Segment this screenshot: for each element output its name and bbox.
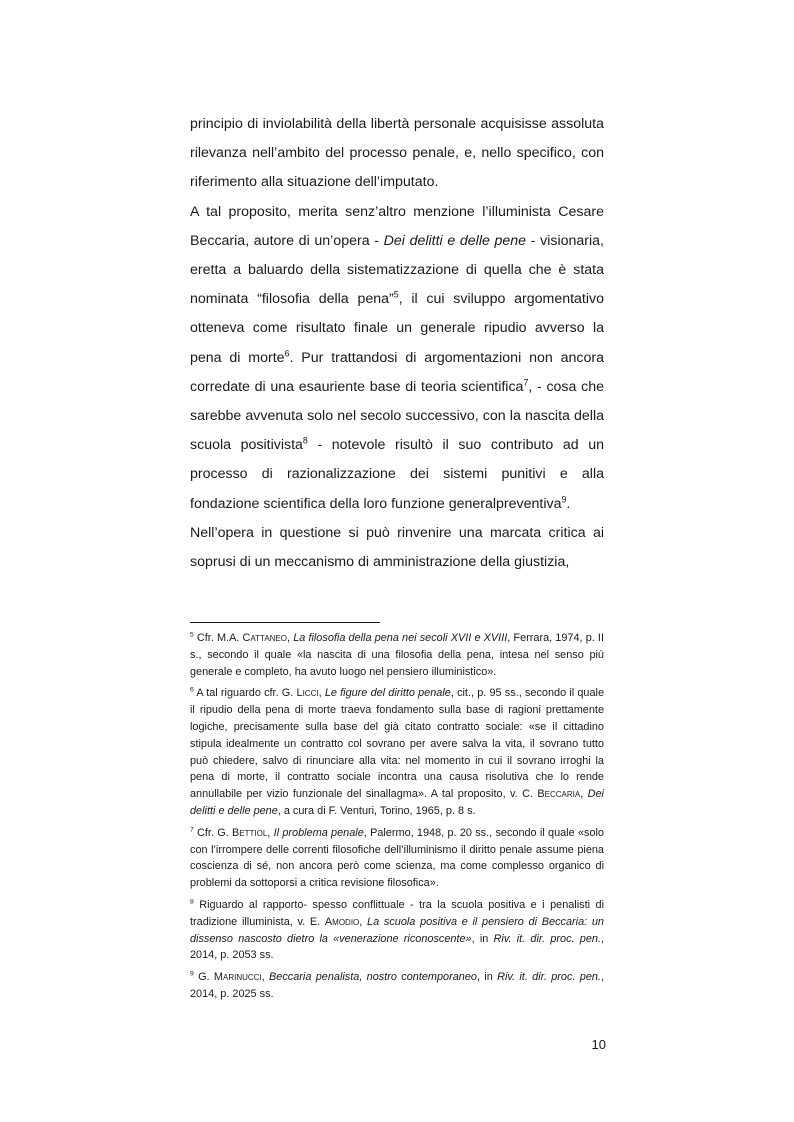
paragraph-2-text: , il cui sviluppo argomentativo otteneva come risultato finale un generale ripudio avverso la pena di morte — [190, 291, 605, 366]
footnote-ref-5[interactable]: 5 — [393, 289, 399, 300]
footnote-number: 9 — [190, 970, 194, 978]
footnote-text: , — [287, 632, 294, 644]
paragraph-2-text: - notevole risultò il suo contributo ad un processo di razionalizzazione dei sistemi punitivi e alla fondazione scientifica della loro funzione generalpreventiva — [190, 437, 604, 512]
footnote-number: 6 — [190, 686, 194, 694]
footnote-text: Cfr. G. — [193, 826, 233, 839]
footnote-text: , 2014, p. 2025 ss. — [190, 971, 604, 1000]
footnote-author: Licci — [296, 687, 319, 700]
footnote-text: , — [580, 788, 588, 801]
book-title: Dei delitti e delle pene — [383, 232, 527, 249]
paragraph-2-text: A tal proposito, merita senz’altro menzione l’illuminista Cesare Beccaria, autore di un’opera - — [190, 203, 604, 249]
footnote-journal: Riv. it. dir. proc. pen. — [497, 971, 601, 984]
footnote-journal: Riv. it. dir. proc. pen. — [493, 932, 601, 945]
footnote-title: Dei delitti e delle pene — [190, 788, 604, 817]
footnote-title: La scuola positiva e il pensiero di Beccaria: un dissenso nascosto dietro la «venerazione riconoscente» — [190, 915, 604, 945]
footnote-title: La filosofia della pena nei secoli XVII e XVIII — [293, 632, 508, 644]
footnote-5 — [190, 630, 604, 680]
footnote-separator — [190, 622, 380, 623]
footnote-author: Amodio — [324, 915, 360, 928]
footnote-number: 8 — [190, 898, 194, 906]
page-number: 10 — [591, 1037, 606, 1052]
footnote-text: , Ferrara, 1974, p. II s., secondo il quale «la nascita di una filosofia della pena, intesa nel senso più generale e completo, ha avuto luogo nel pensiero illuministico». — [190, 632, 604, 678]
footnote-ref-7[interactable]: 7 — [523, 377, 529, 388]
footnote-9 — [190, 969, 604, 1003]
footnote-author: Marinucci — [213, 971, 262, 984]
footnote-title: Le figure del diritto penale — [324, 687, 451, 700]
footnote-ref-8[interactable]: 8 — [302, 435, 308, 446]
paragraph-2-text: . Pur trattandosi di argomentazioni non ancora corredate di una esauriente base di teoria scientifica — [190, 349, 604, 395]
paragraph-2 — [190, 198, 604, 519]
footnote-text: , — [359, 915, 368, 928]
footnote-title: Il problema penale — [273, 826, 364, 839]
footnote-text: Cfr. M.A. — [193, 632, 243, 644]
paragraph-1 — [190, 110, 604, 198]
footnote-ref-6[interactable]: 6 — [284, 347, 290, 358]
footnote-text: Riguardo al rapporto- spesso conflittuale - tra la scuola positiva e i penalisti di tradizione illuminista, v. E. — [190, 898, 604, 928]
footnote-text: , a cura di F. Venturi, Torino, 1965, p. 8 s. — [277, 804, 476, 817]
footnote-number: 5 — [190, 631, 194, 639]
paragraph-2-text: . — [566, 495, 571, 512]
paragraph-3 — [190, 519, 604, 577]
footnote-number: 7 — [190, 826, 194, 834]
footnote-ref-9[interactable]: 9 — [561, 493, 567, 504]
footnote-text: , — [267, 826, 274, 839]
footnote-text: , in — [476, 971, 498, 984]
paragraph-1-text: principio di inviolabilità della libertà personale acquisisse assoluta rilevanza nell’ambito del processo penale, e, nello specifico, con riferimento alla situazione dell’imputato. — [190, 116, 604, 191]
footnote-author: Cattaneo — [242, 632, 288, 644]
footnote-text: , — [261, 971, 270, 984]
paragraph-2-text: , - cosa che sarebbe avvenuta solo nel secolo successivo, con la nascita della scuola positivista — [190, 378, 604, 454]
paragraph-3-text: Nell’opera in questione si può rinvenire una marcata critica ai soprusi di un meccanismo di amministrazione della giustizia, — [190, 524, 604, 571]
footnote-author: Beccaria — [537, 788, 581, 801]
footnote-text: A tal riguardo cfr. G. — [193, 687, 297, 700]
footnotes — [190, 630, 604, 1008]
footnote-7 — [190, 825, 604, 892]
paragraph-2-text: - visionaria, eretta a baluardo della sistematizzazione di quella che è stata nominata “filosofia della pena” — [190, 232, 604, 308]
footnote-text: , 2014, p. 2053 ss. — [190, 932, 605, 962]
footnote-text: , Palermo, 1948, p. 20 ss., secondo il quale «solo con l’irrompere delle correnti filosofiche dell’illuminismo il diritto penale assume piena coscienza di sé, non ancora però come scienza, ma come complesso organico di problemi da sottoporsi a critica revisione filosofica». — [190, 826, 604, 890]
footnote-title: Beccaria penalista, nostro contemporaneo — [269, 971, 477, 984]
footnote-author: Bettiol — [232, 826, 268, 839]
footnote-text: G. — [193, 971, 214, 984]
footnote-text: , — [318, 687, 325, 700]
footnote-6 — [190, 685, 604, 819]
footnote-8 — [190, 897, 604, 964]
footnote-text: , in — [471, 932, 494, 945]
main-text — [190, 110, 604, 577]
footnote-text: , cit., p. 95 ss., secondo il quale il ripudio della pena di morte traeva fondamento sulla base di ragioni prettamente logiche, precisamente sulla base del già citato contratto sociale: «se il cittadino stipula idealmente un contratto col sovrano per avere salva la vita, il sovrano tutto può chiedere, salvo di rinunciare alla vita: nel momento in cui il sovrano irroghi la pena di morte, il contratto sociale incontra una causa risolutiva che lo rende annullabile per vizio funzionale del sinallagma». A tal proposito, v. C. — [190, 687, 605, 801]
